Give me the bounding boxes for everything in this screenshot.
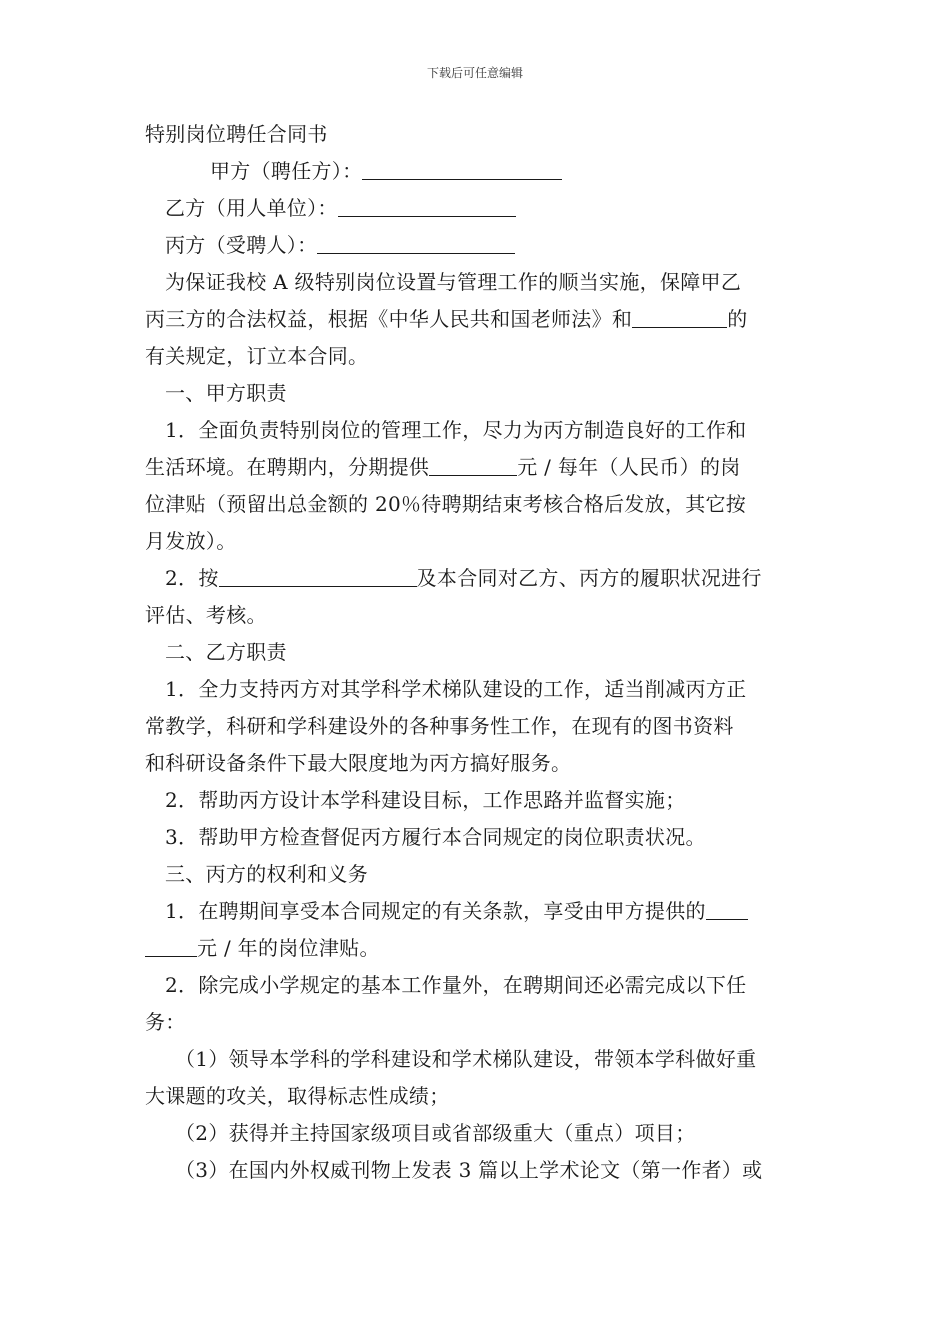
party-c-label: 丙方（受聘人）： xyxy=(165,233,318,257)
party-b-label: 乙方（用人单位）： xyxy=(165,196,338,220)
party-c-line xyxy=(145,227,807,264)
law-name-blank[interactable] xyxy=(632,301,727,328)
s1-item1-text: 生活环境。在聘期内，分期提供 xyxy=(145,455,430,479)
intro-line-2 xyxy=(145,301,807,338)
s3-item1-line1 xyxy=(145,893,807,930)
s3-sub2: （2）获得并主持国家级项目或省部级重大（重点）项目； xyxy=(175,1121,696,1145)
s3-item2-line1: 2．除完成小学规定的基本工作量外，在聘期间还必需完成以下任 xyxy=(165,973,747,997)
allowance-amount-blank[interactable] xyxy=(429,449,517,476)
intro-line-3: 有关规定，订立本合同。 xyxy=(145,344,369,368)
allowance-blank-part1[interactable] xyxy=(706,893,748,920)
s3-item1-text-end: 元 / 年的岗位津贴。 xyxy=(197,936,380,960)
s1-item2-line1 xyxy=(145,560,807,597)
party-a-label: 甲方（聘任方）： xyxy=(210,159,363,183)
party-b-line xyxy=(145,190,807,227)
s2-item2: 2．帮助丙方设计本学科建设目标，工作思路并监督实施； xyxy=(165,788,686,812)
party-a-line xyxy=(145,153,807,190)
s2-item1-line2: 常教学，科研和学科建设外的各种事务性工作，在现有的图书资料 xyxy=(145,714,734,738)
s3-sub1-line2: 大课题的攻关，取得标志性成绩； xyxy=(145,1084,450,1108)
s1-item2-line2: 评估、考核。 xyxy=(145,603,267,627)
section-3-heading: 三、丙方的权利和义务 xyxy=(165,862,368,886)
s3-item1-line2 xyxy=(145,930,807,967)
section-2-heading: 二、乙方职责 xyxy=(165,640,287,664)
s1-item2-text-end: 及本合同对乙方、丙方的履职状况进行 xyxy=(416,566,762,590)
intro-text: 丙三方的合法权益，根据《中华人民共和国老师法》和 xyxy=(145,307,633,331)
s1-item1-line1: 1．全面负责特别岗位的管理工作，尽力为丙方制造良好的工作和 xyxy=(165,418,747,442)
s1-item1-line2 xyxy=(145,449,807,486)
s1-item1-line3: 位津贴（预留出总金额的 20％待聘期结束考核合格后发放，其它按 xyxy=(145,492,747,516)
document-title: 特别岗位聘任合同书 xyxy=(145,122,328,146)
regulation-blank[interactable] xyxy=(219,560,417,587)
contract-document xyxy=(145,116,807,1189)
s2-item1-line3: 和科研设备条件下最大限度地为丙方搞好服务。 xyxy=(145,751,572,775)
s2-item3: 3．帮助甲方检查督促丙方履行本合同规定的岗位职责状况。 xyxy=(165,825,706,849)
s1-item1-line4: 月发放）。 xyxy=(145,529,237,553)
s1-item2-text: 2．按 xyxy=(165,566,219,590)
s3-sub3: （3）在国内外权威刊物上发表 3 篇以上学术论文（第一作者）或 xyxy=(175,1158,763,1182)
party-a-blank[interactable] xyxy=(362,153,562,180)
intro-line-1: 为保证我校 A 级特别岗位设置与管理工作的顺当实施，保障甲乙 xyxy=(165,270,742,294)
allowance-blank-part2[interactable] xyxy=(145,930,197,957)
page-header: 下载后可任意编辑 xyxy=(426,66,523,80)
section-1-heading: 一、甲方职责 xyxy=(165,381,287,405)
s2-item1-line1: 1．全力支持丙方对其学科学术梯队建设的工作，适当削减丙方正 xyxy=(165,677,747,701)
intro-text-end: 的 xyxy=(727,307,748,331)
s3-sub1-line1: （1）领导本学科的学科建设和学术梯队建设，带领本学科做好重 xyxy=(175,1047,757,1071)
party-b-blank[interactable] xyxy=(338,190,516,217)
s3-item2-line2: 务： xyxy=(145,1010,186,1034)
s1-item1-text-end: 元 / 每年（人民币）的岗 xyxy=(517,455,741,479)
party-c-blank[interactable] xyxy=(317,227,515,254)
s3-item1-text: 1．在聘期间享受本合同规定的有关条款，享受由甲方提供的 xyxy=(165,899,706,923)
